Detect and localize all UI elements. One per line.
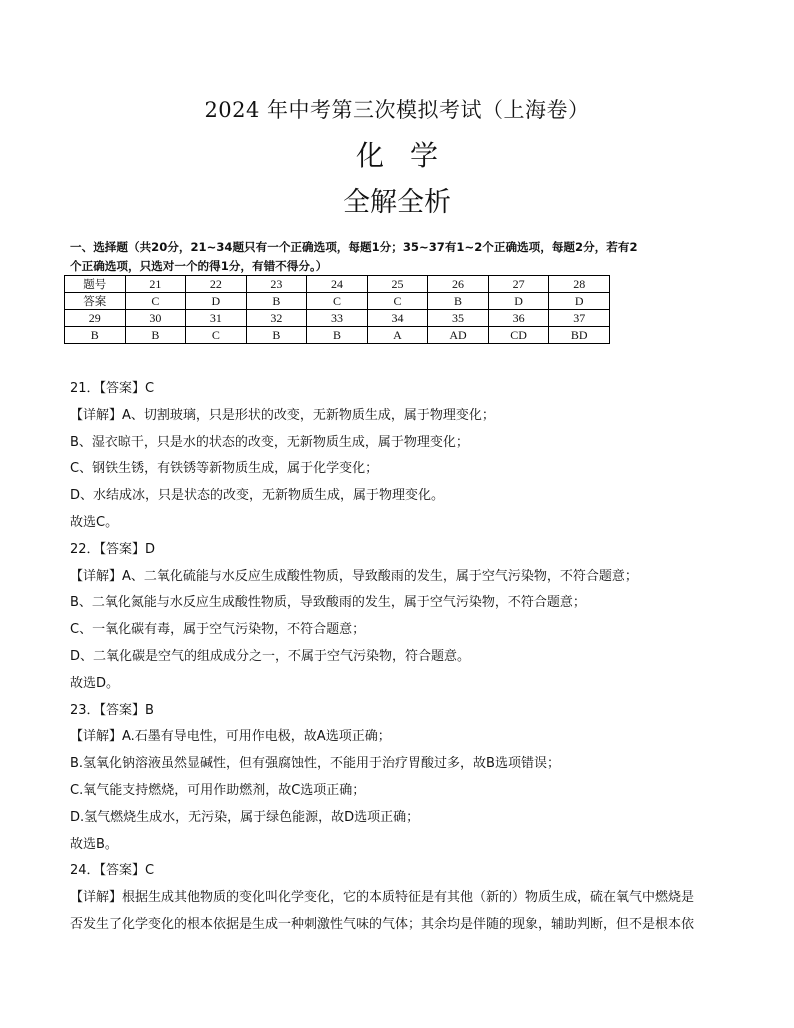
explanation-line: B.氢氧化钠溶液虽然显碱性，但有强腐蚀性，不能用于治疗胃酸过多，故B选项错误； <box>70 756 560 772</box>
explanation-line: 否发生了化学变化的根本依据是生成一种刺激性气味的气体；其余均是伴随的现象，辅助判断，但不是根本依 <box>70 916 695 932</box>
table-cell: 24 <box>307 276 368 293</box>
table-cell: B <box>65 327 126 344</box>
explanation-line: C、钢铁生锈，有铁锈等新物质生成，属于化学变化； <box>70 461 379 477</box>
explanation-line: 【详解】A、切割玻璃，只是形状的改变，无新物质生成，属于物理变化； <box>70 407 495 423</box>
table-cell: B <box>246 293 307 310</box>
explanation-line: 故选D。 <box>70 675 120 691</box>
table-cell: D <box>186 293 247 310</box>
table-row-question-numbers <box>65 276 610 293</box>
table-cell: B <box>246 327 307 344</box>
subject-title: 化学 <box>355 139 464 172</box>
table-cell: D <box>488 293 549 310</box>
table-row-answers <box>65 327 610 344</box>
explanation-line: C、一氧化碳有毒，属于空气污染物，不符合题意； <box>70 622 366 638</box>
exam-title: 2024 年中考第三次模拟考试（上海卷） <box>204 98 590 122</box>
answer-table <box>64 275 610 344</box>
table-row-label: 答案 <box>65 293 126 310</box>
explanation-line: 【详解】A、二氧化硫能与水反应生成酸性物质，导致酸雨的发生，属于空气污染物，不符合题意； <box>70 568 638 584</box>
table-cell: 32 <box>246 310 307 327</box>
table-cell: C <box>367 293 428 310</box>
explanation-line: 故选C。 <box>70 514 119 530</box>
table-row-label: 题号 <box>65 276 126 293</box>
table-cell: B <box>125 327 186 344</box>
explanation-line: 23．【答案】B <box>70 702 154 718</box>
table-cell: 28 <box>549 276 610 293</box>
table-cell: 27 <box>488 276 549 293</box>
table-cell: 37 <box>549 310 610 327</box>
table-cell: 34 <box>367 310 428 327</box>
table-cell: D <box>549 293 610 310</box>
table-cell: B <box>428 293 489 310</box>
table-cell: 36 <box>488 310 549 327</box>
table-cell: 26 <box>428 276 489 293</box>
explanation-line: 22．【答案】D <box>70 541 156 557</box>
explanation-line: 【详解】A.石墨有导电性，可用作电极，故A选项正确； <box>70 729 391 745</box>
table-cell: B <box>307 327 368 344</box>
explanation-line: C.氧气能支持燃烧，可用作助燃剂，故C选项正确； <box>70 782 366 798</box>
table-cell: C <box>186 327 247 344</box>
explanation-line: 【详解】根据生成其他物质的变化叫化学变化，它的本质特征是有其他（新的）物质生成，硫在氧气中燃烧是 <box>70 890 695 906</box>
table-row-answers <box>65 293 610 310</box>
table-row-question-numbers <box>65 310 610 327</box>
table-cell: 29 <box>65 310 126 327</box>
explanation-line: D、水结成冰，只是状态的改变，无新物质生成，属于物理变化。 <box>70 488 445 504</box>
explanation-line: 24．【答案】C <box>70 863 155 879</box>
explanation-text <box>70 376 740 939</box>
subtitle: 全解全析 <box>343 187 451 218</box>
table-cell: 25 <box>367 276 428 293</box>
table-cell: BD <box>549 327 610 344</box>
table-cell: A <box>367 327 428 344</box>
table-cell: 30 <box>125 310 186 327</box>
table-cell: 31 <box>186 310 247 327</box>
explanation-line: B、二氧化氮能与水反应生成酸性物质，导致酸雨的发生，属于空气污染物，不符合题意； <box>70 595 586 611</box>
table-cell: 33 <box>307 310 368 327</box>
table-cell: 21 <box>125 276 186 293</box>
table-cell: 22 <box>186 276 247 293</box>
explanation-line: 故选B。 <box>70 836 118 852</box>
table-cell: C <box>307 293 368 310</box>
explanation-line: B、湿衣晾干，只是水的状态的改变，无新物质生成，属于物理变化； <box>70 434 469 450</box>
explanation-line: 21．【答案】C <box>70 381 155 396</box>
table-cell: C <box>125 293 186 310</box>
table-cell: 23 <box>246 276 307 293</box>
explanation-line: D、二氧化碳是空气的组成成分之一，不属于空气污染物，符合题意。 <box>70 648 471 664</box>
table-cell: AD <box>428 327 489 344</box>
section-heading <box>70 238 730 276</box>
table-cell: CD <box>488 327 549 344</box>
table-cell: 35 <box>428 310 489 327</box>
section-heading-line: 个正确选项，只选对一个的得1分，有错不得分。） <box>70 259 328 273</box>
explanation-line: D.氢气燃烧生成水，无污染，属于绿色能源，故D选项正确； <box>70 809 420 825</box>
section-heading-line: 一、选择题（共20分，21~34题只有一个正确选项，每题1分；35~37有1~2个正确选项，每题2分，若有2 <box>70 240 638 254</box>
